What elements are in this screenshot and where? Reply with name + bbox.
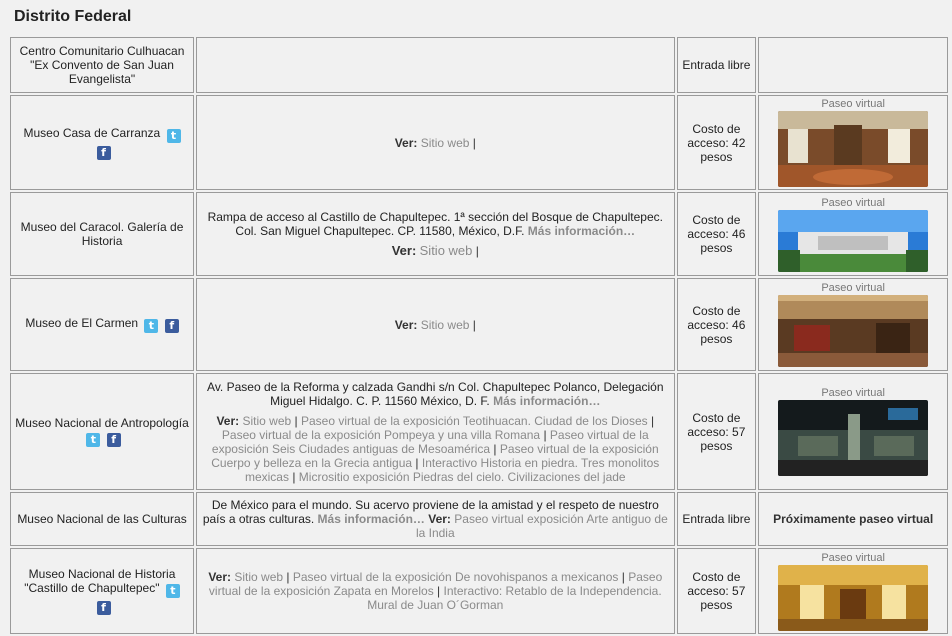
ver-label: Ver:: [394, 317, 418, 332]
website-link[interactable]: Sitio web: [420, 317, 470, 332]
museum-info: [196, 548, 674, 634]
tour-link[interactable]: Paseo virtual de la exposición Pompeya y una villa Romana: [221, 427, 541, 442]
table-row: [10, 373, 948, 490]
museum-name: [10, 278, 194, 371]
museum-name-label: Museo Nacional de las Culturas: [17, 512, 187, 526]
museum-name: [10, 373, 194, 490]
interactive-link[interactable]: Interactivo Historia en piedra. Tres monolitos mexicas: [244, 455, 660, 484]
museum-cost: [677, 192, 757, 276]
museums-table: [8, 35, 950, 636]
website-link[interactable]: Sitio web: [242, 413, 292, 428]
separator: |: [472, 317, 476, 332]
museum-info: [196, 278, 674, 371]
table-row: [10, 95, 948, 190]
coming-soon-label: Próximamente paseo virtual: [773, 512, 934, 526]
virtual-tour-thumbnail[interactable]: [778, 400, 928, 476]
separator: |: [475, 244, 479, 258]
museum-tour: [758, 492, 948, 546]
museum-address: De México para el mundo. Su acervo proviene de la amistad y el respeto de nuestro país a otras culturas.: [202, 498, 659, 526]
separator: |: [543, 427, 547, 442]
separator: |: [286, 570, 290, 584]
separator: |: [292, 469, 296, 484]
museum-name: [10, 192, 194, 276]
tour-link[interactable]: Paseo virtual exposición Arte antiguo de la India: [415, 512, 668, 540]
museum-name: [10, 492, 194, 546]
more-info-link[interactable]: Más información…: [527, 224, 636, 238]
tour-link[interactable]: Paseo virtual de la exposición Teotihuacan. Ciudad de los Dioses: [300, 413, 648, 428]
facebook-icon[interactable]: f: [107, 433, 121, 447]
cost-label: Costo de acceso: 57 pesos: [687, 570, 746, 612]
separator: |: [415, 455, 419, 470]
museum-cost: [677, 373, 757, 490]
twitter-icon[interactable]: t: [167, 129, 181, 143]
table-row: [10, 192, 948, 276]
facebook-icon[interactable]: f: [97, 601, 111, 615]
more-info-link[interactable]: Más información…: [493, 393, 601, 408]
museum-name-label: Centro Comunitario Culhuacan "Ex Convento de San Juan Evangelista": [19, 44, 185, 86]
virtual-tour-label: Paseo virtual: [821, 282, 885, 294]
website-link[interactable]: Sitio web: [420, 135, 470, 150]
museum-tour[interactable]: [758, 278, 948, 371]
museum-tour[interactable]: [758, 192, 948, 276]
twitter-icon[interactable]: t: [86, 433, 100, 447]
cost-label: Costo de acceso: 42 pesos: [687, 121, 746, 164]
twitter-icon[interactable]: t: [166, 584, 180, 598]
page-title: Distrito Federal: [14, 8, 132, 25]
interactive-link[interactable]: Interactivo: Retablo de la Independencia. Mural de Juan O´Gorman: [367, 584, 662, 612]
ver-label: Ver:: [391, 243, 417, 258]
table-row: [10, 548, 948, 634]
separator: |: [437, 584, 441, 598]
tour-link[interactable]: Paseo virtual de la exposición Zapata en Morelos: [208, 570, 663, 598]
museum-info: [196, 192, 674, 276]
museum-name: [10, 548, 194, 634]
cost-label: Costo de acceso: 46 pesos: [687, 303, 746, 346]
museum-info: [196, 373, 674, 490]
museum-name: [10, 95, 194, 190]
virtual-tour-label: Paseo virtual: [821, 98, 885, 110]
museum-cost: [677, 548, 757, 634]
museum-tour[interactable]: [758, 548, 948, 634]
virtual-tour-label: Paseo virtual: [821, 387, 885, 399]
virtual-tour-label: Paseo virtual: [821, 196, 885, 209]
more-info-link[interactable]: Más información…: [317, 512, 425, 526]
separator: |: [472, 135, 476, 150]
ver-label: Ver:: [428, 512, 451, 526]
museum-info: [196, 95, 674, 190]
tour-link[interactable]: Paseo virtual de la exposición Cuerpo y belleza en la Grecia antigua: [211, 441, 659, 470]
museum-name-label: "Castillo de Chapultepec": [24, 581, 160, 595]
museum-address: Rampa de acceso al Castillo de Chapultepec. 1ª sección del Bosque de Chapultepec. Col. San Miguel Chapultepec. CP. 11580, México, D.F.: [207, 210, 663, 238]
facebook-icon[interactable]: f: [97, 146, 111, 160]
virtual-tour-thumbnail[interactable]: [778, 111, 928, 187]
museum-name-label: Museo del Caracol. Galería de Historia: [20, 220, 184, 248]
virtual-tour-thumbnail[interactable]: [778, 210, 928, 272]
virtual-tour-thumbnail[interactable]: [778, 295, 928, 367]
museum-name: [10, 37, 194, 93]
virtual-tour-label: Paseo virtual: [821, 551, 885, 564]
table-row: [10, 278, 948, 371]
cost-label: Costo de acceso: 46 pesos: [687, 213, 746, 255]
museum-info: [196, 492, 674, 546]
museum-cost: [677, 95, 757, 190]
museum-tour[interactable]: [758, 95, 948, 190]
museum-name-label: Museo Nacional de Historia: [28, 567, 176, 581]
cost-label: Entrada libre: [682, 512, 751, 526]
website-link[interactable]: Sitio web: [234, 570, 284, 584]
museum-address: Av. Paseo de la Reforma y calzada Gandhi s/n Col. Chapultepec Polanco, Delegación Miguel Hidalgo. C. P. 11560 México, D. F.: [207, 379, 664, 408]
museum-name-label: Museo Nacional de Antropología: [15, 416, 189, 430]
museum-cost: [677, 37, 757, 93]
museum-tour: [758, 37, 948, 93]
virtual-tour-thumbnail[interactable]: [778, 565, 928, 631]
table-row: [10, 492, 948, 546]
microsite-link[interactable]: Micrositio exposición Piedras del cielo. Civilizaciones del jade: [298, 469, 626, 484]
tour-link[interactable]: Paseo virtual de la exposición Seis Ciudades antiguas de Mesoamérica: [211, 427, 649, 456]
ver-label: Ver:: [208, 570, 232, 584]
museum-name-label: Museo Casa de Carranza: [23, 125, 161, 140]
museum-cost: [677, 492, 757, 546]
ver-label: Ver:: [394, 135, 418, 150]
separator: |: [493, 441, 497, 456]
website-link[interactable]: Sitio web: [419, 243, 473, 258]
museum-name-label: Museo de El Carmen: [25, 316, 139, 330]
cost-label: Entrada libre: [682, 58, 751, 72]
separator: |: [651, 413, 655, 428]
separator: |: [294, 413, 298, 428]
table-row: [10, 37, 948, 93]
tour-link[interactable]: Paseo virtual de la exposición De novohispanos a mexicanos: [292, 570, 619, 584]
cost-label: Costo de acceso: 57 pesos: [687, 410, 746, 453]
facebook-icon[interactable]: f: [165, 319, 179, 333]
museum-info: [196, 37, 674, 93]
museum-tour[interactable]: [758, 373, 948, 490]
ver-label: Ver:: [216, 413, 240, 428]
twitter-icon[interactable]: t: [144, 319, 158, 333]
museum-cost: [677, 278, 757, 371]
separator: |: [621, 570, 625, 584]
